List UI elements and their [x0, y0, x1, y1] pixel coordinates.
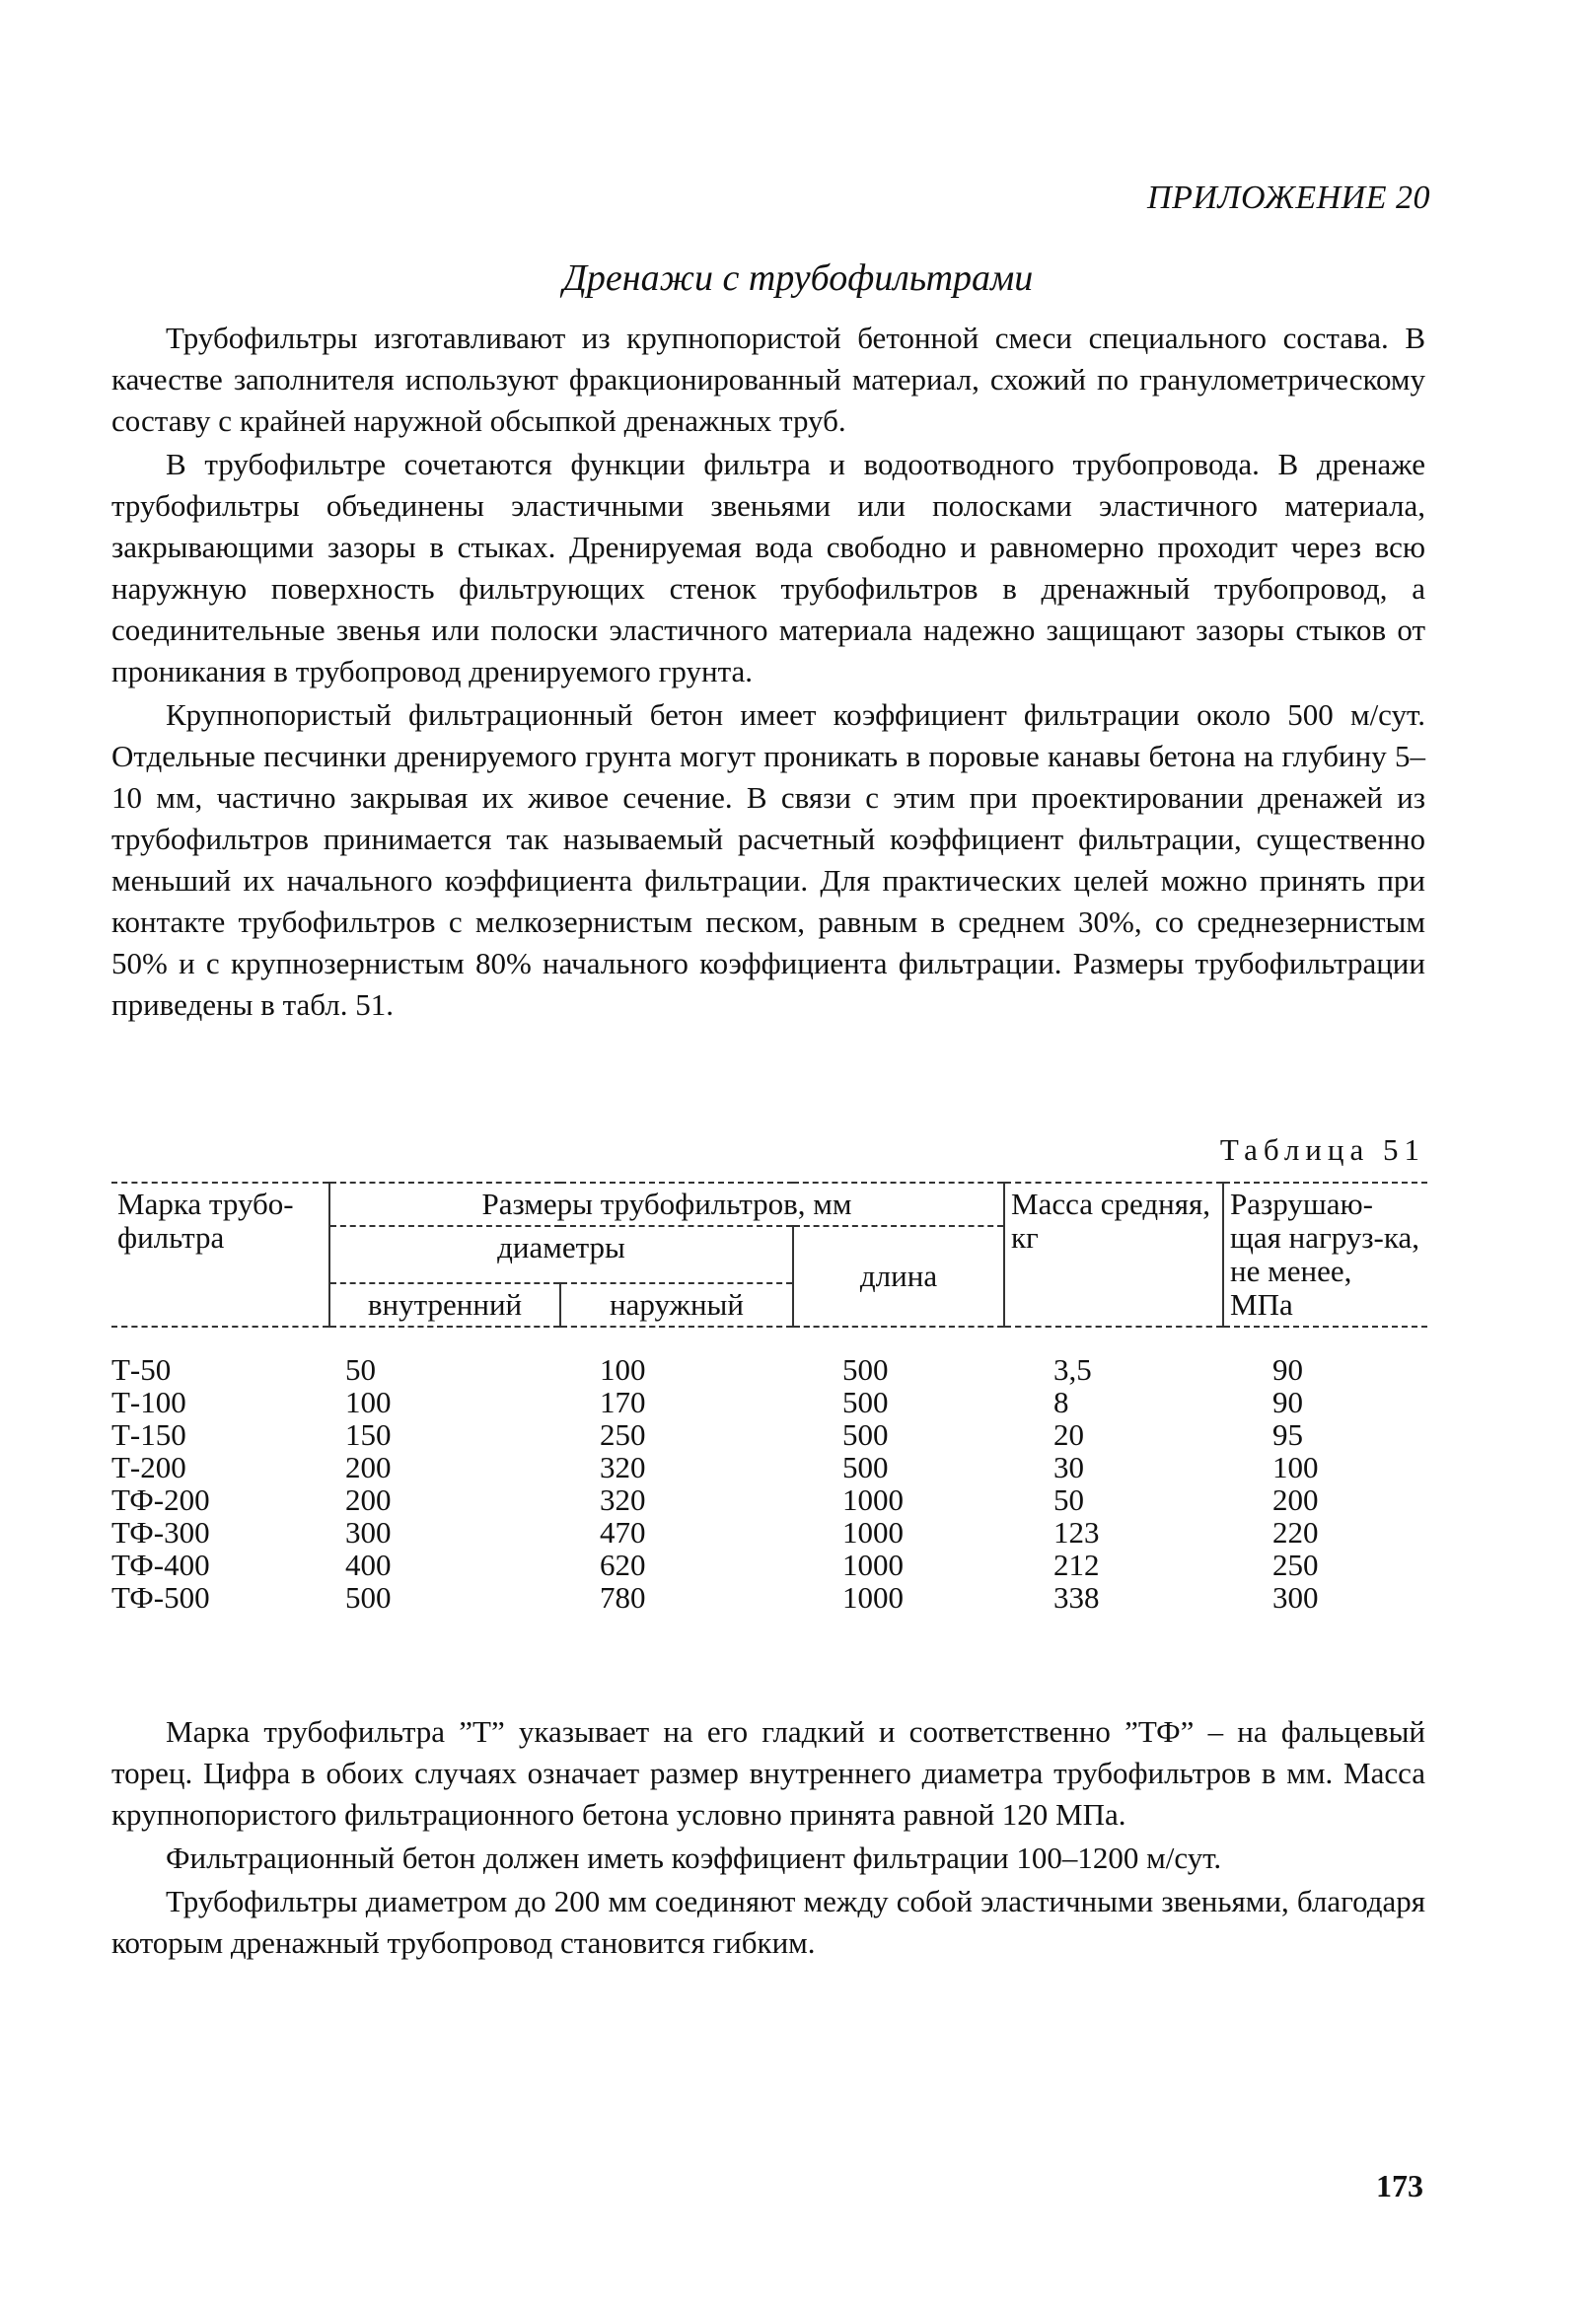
cell-load: 200 [1272, 1482, 1319, 1517]
cell-inner: 400 [345, 1548, 392, 1582]
table-row [111, 1451, 1427, 1483]
specs-table [111, 1182, 1427, 1614]
cell-brand: ТФ-200 [111, 1482, 210, 1517]
cell-outer: 620 [600, 1548, 646, 1582]
cell-load: 250 [1272, 1548, 1319, 1582]
table-body [111, 1327, 1427, 1614]
paragraph: Трубофильтры изготавливают из крупнопористой бетонной смеси специального состава. В качестве заполнителя используют фракционированный материал, схожий по гранулометрическому составу с крайней наружной обсыпкой дренажных труб. [111, 321, 1425, 438]
paragraph: Марка трубофильтра ”Т” указывает на его гладкий и соответственно ”ТФ” – на фальцевый торец. Цифра в обоих случаях означает размер внутреннего диаметра трубофильтров в мм. Масса крупнопористого фильтрационного бетона условно принята равной 120 МПа. [111, 1714, 1425, 1832]
header-sizes: Размеры трубофильтров, мм [329, 1183, 1004, 1226]
section-title: Дренажи с трубофильтрами [562, 257, 1034, 299]
cell-mass: 338 [1053, 1580, 1100, 1615]
cell-mass: 212 [1053, 1548, 1100, 1582]
paragraph: Фильтрационный бетон должен иметь коэффициент фильтрации 100–1200 м/сут. [166, 1841, 1222, 1875]
cell-brand: Т-150 [111, 1417, 186, 1452]
cell-inner: 50 [345, 1352, 376, 1387]
cell-inner: 100 [345, 1385, 392, 1419]
header-load: Разрушаю-щая нагруз-ка, не менее, МПа [1223, 1183, 1427, 1327]
cell-load: 90 [1272, 1385, 1303, 1419]
table-caption: Таблица 51 [1219, 1132, 1425, 1167]
page-number: 173 [1376, 2168, 1423, 2203]
cell-length: 500 [842, 1352, 889, 1387]
cell-length: 500 [842, 1450, 889, 1484]
cell-inner: 200 [345, 1482, 392, 1517]
cell-load: 300 [1272, 1580, 1319, 1615]
table-row [111, 1386, 1427, 1418]
cell-inner: 300 [345, 1515, 392, 1550]
cell-mass: 123 [1053, 1515, 1100, 1550]
table-row [111, 1418, 1427, 1451]
cell-load: 90 [1272, 1352, 1303, 1387]
header-brand: Марка трубо-фильтра [111, 1183, 329, 1327]
cell-brand: ТФ-500 [111, 1580, 210, 1615]
cell-load: 220 [1272, 1515, 1319, 1550]
table-row [111, 1549, 1427, 1581]
table-row [111, 1516, 1427, 1549]
cell-brand: Т-50 [111, 1352, 172, 1387]
cell-outer: 170 [600, 1385, 646, 1419]
cell-mass: 3,5 [1053, 1352, 1092, 1387]
cell-outer: 470 [600, 1515, 646, 1550]
header-inner: внутренний [329, 1283, 560, 1327]
header-outer: наружный [560, 1283, 793, 1327]
cell-inner: 150 [345, 1417, 392, 1452]
text-block-bottom [111, 1711, 1425, 1966]
paragraph: Крупнопористый фильтрационный бетон имеет коэффициент фильтрации около 500 м/сут. Отдельные песчинки дренируемого грунта могут проникать в поровые канавы бетона на глубину 5–10 мм, частично закрывая их живое сечение. В связи с этим при проектировании дренажей из трубофильтров принимается так называемый расчетный коэффициент фильтрации, существенно меньший их начального коэффициента фильтрации. Для практических целей можно принять при контакте трубофильтров с мелкозернистым песком, равным в среднем 30%, со среднезернистым 50% и с крупнозернистым 80% начального коэффициента фильтрации. Размеры трубофильтрации приведены в табл. 51. [111, 697, 1425, 1022]
cell-brand: Т-200 [111, 1450, 186, 1484]
cell-brand: Т-100 [111, 1385, 186, 1419]
paragraph: В трубофильтре сочетаются функции фильтра и водоотводного трубопровода. В дренаже трубофильтры объединены эластичными звеньями или полосками эластичного материала, закрывающими зазоры в стыках. Дренируемая вода свободно и равномерно проходит через всю наружную поверхность фильтрующих стенок трубофильтров в дренажный трубопровод, а соединительные звенья или полоски эластичного материала надежно защищают зазоры стыков от проникания в трубопровод дренируемого грунта. [111, 447, 1425, 688]
appendix-label: ПРИЛОЖЕНИЕ 20 [1147, 180, 1430, 216]
header-diameters: диаметры [329, 1226, 793, 1283]
table-row [111, 1581, 1427, 1614]
cell-inner: 200 [345, 1450, 392, 1484]
cell-outer: 780 [600, 1580, 646, 1615]
cell-outer: 100 [600, 1352, 646, 1387]
cell-length: 1000 [842, 1580, 904, 1615]
paragraph: Трубофильтры диаметром до 200 мм соединяют между собой эластичными звеньями, благодаря которым дренажный трубопровод становится гибким. [111, 1884, 1425, 1960]
text-block-top [111, 318, 1425, 1028]
cell-length: 1000 [842, 1515, 904, 1550]
cell-outer: 320 [600, 1450, 646, 1484]
cell-mass: 8 [1053, 1385, 1069, 1419]
header-length: длина [793, 1226, 1004, 1327]
cell-load: 95 [1272, 1417, 1303, 1452]
cell-brand: ТФ-400 [111, 1548, 210, 1582]
cell-length: 1000 [842, 1482, 904, 1517]
cell-outer: 250 [600, 1417, 646, 1452]
cell-outer: 320 [600, 1482, 646, 1517]
cell-mass: 20 [1053, 1417, 1084, 1452]
table-row [111, 1327, 1427, 1386]
cell-length: 500 [842, 1417, 889, 1452]
table-row [111, 1483, 1427, 1516]
cell-length: 500 [842, 1385, 889, 1419]
cell-length: 1000 [842, 1548, 904, 1582]
cell-mass: 30 [1053, 1450, 1084, 1484]
cell-inner: 500 [345, 1580, 392, 1615]
cell-brand: ТФ-300 [111, 1515, 210, 1550]
header-mass: Масса средняя, кг [1004, 1183, 1223, 1327]
cell-load: 100 [1272, 1450, 1319, 1484]
cell-mass: 50 [1053, 1482, 1084, 1517]
